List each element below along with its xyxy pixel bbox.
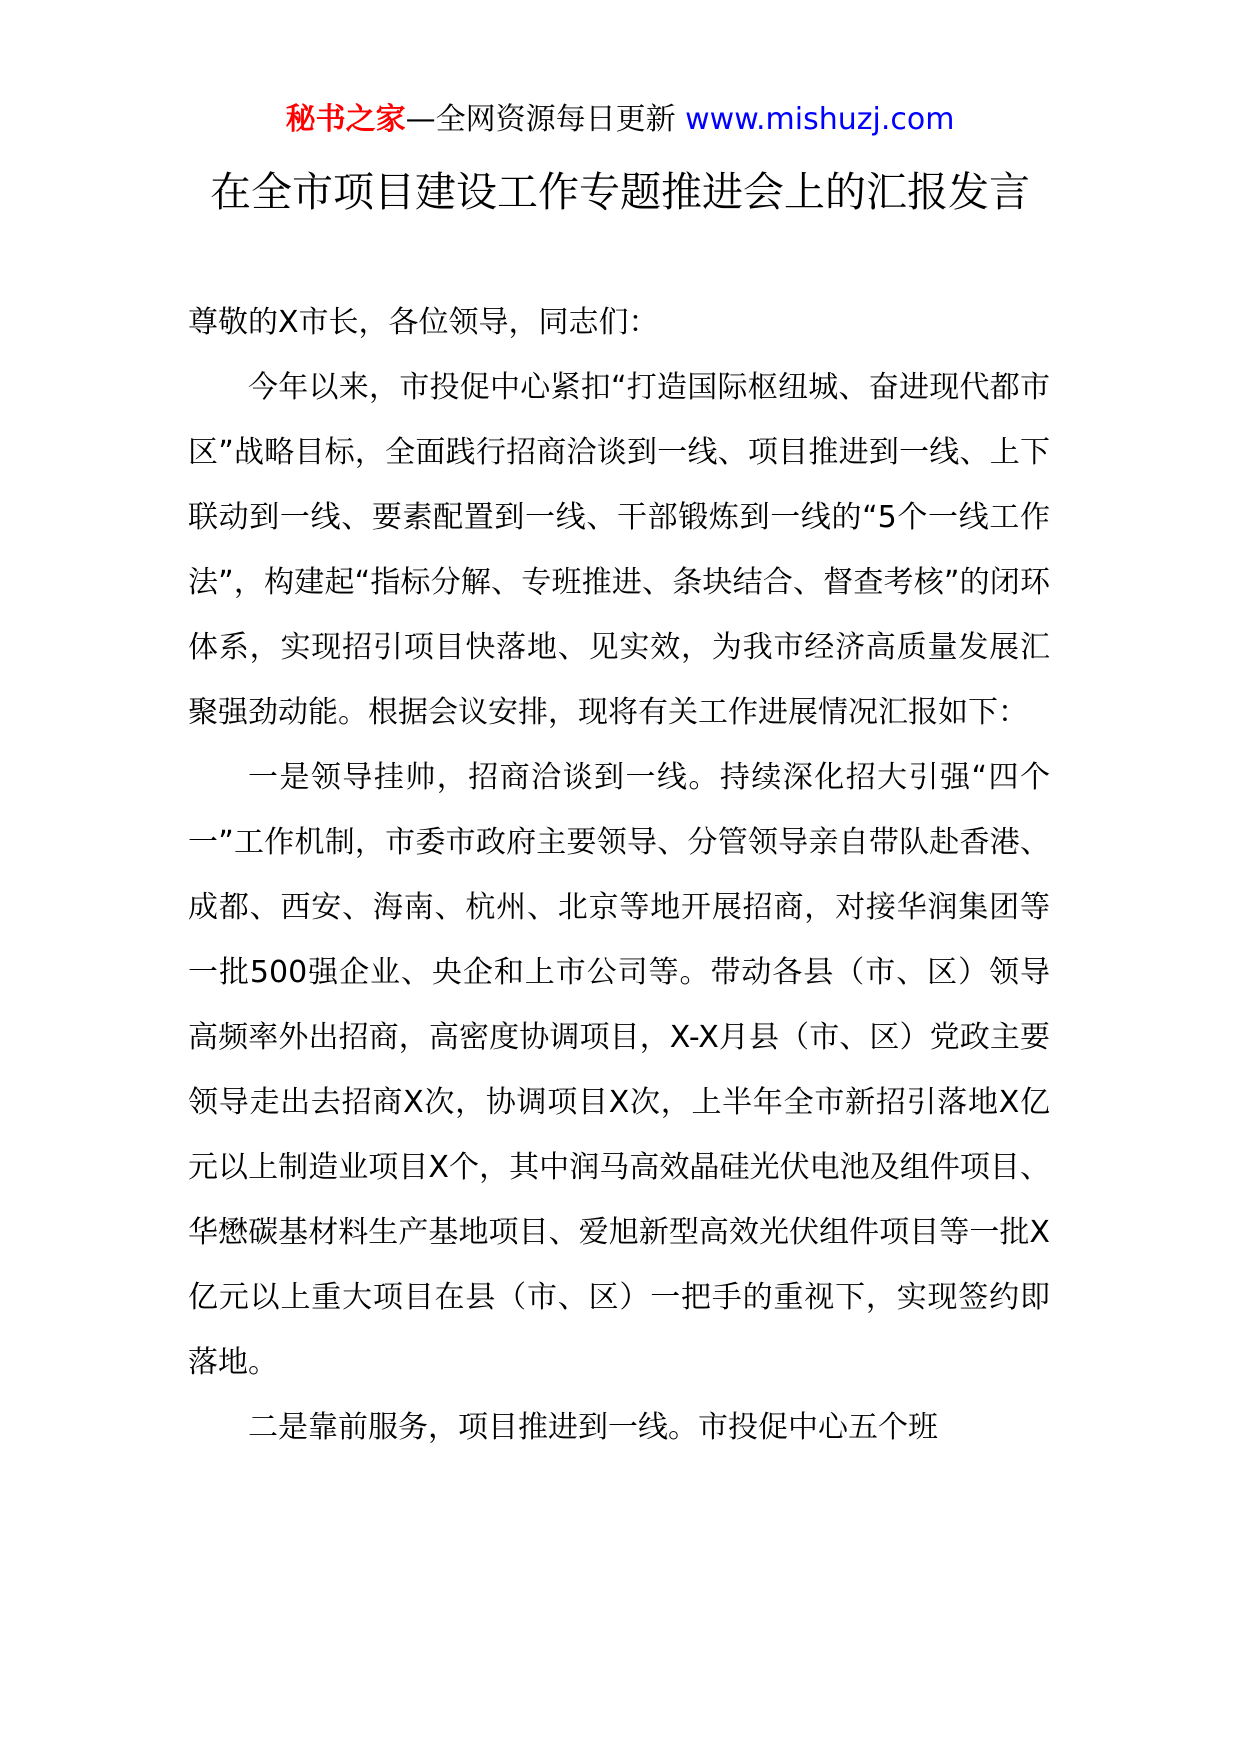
- header-tagline: —全网资源每日更新: [405, 102, 686, 137]
- document-title: 在全市项目建设工作专题推进会上的汇报发言: [210, 168, 1030, 216]
- header-banner: [0, 98, 1240, 142]
- salutation: 尊敬的X市长，各位领导，同志们：: [188, 305, 659, 340]
- paragraph-section-2: 二是靠前服务，项目推进到一线。市投促中心五个班: [248, 1410, 938, 1445]
- paragraph-section-1: 一是领导挂帅，招商洽谈到一线。持续深化招大引强“四个一”工作机制，市委市政府主要领导、分管领导亲自带队赴香港、成都、西安、海南、杭州、北京等地开展招商，对接华润集团等一批500强企业、央企和上市公司等。带动各县（市、区）领导高频率外出招商，高密度协调项目，X-X月县（市、区）党政主要领导走出去招商X次，协调项目X次，上半年全市新招引落地X亿元以上制造业项目X个，其中润马高效晶硅光伏电池及组件项目、华懋碳基材料生产基地项目、爱旭新型高效光伏组件项目等一批X亿元以上重大项目在县（市、区）一把手的重视下，实现签约即落地。: [188, 760, 1050, 1380]
- brand-name: 秘书之家: [285, 102, 406, 137]
- site-url-link[interactable]: www.mishuzj.com: [685, 102, 955, 137]
- paragraph-intro: 今年以来，市投促中心紧扣“打造国际枢纽城、奋进现代都市区”战略目标，全面践行招商洽谈到一线、项目推进到一线、上下联动到一线、要素配置到一线、干部锻炼到一线的“5个一线工作法”，构建起“指标分解、专班推进、条块结合、督查考核”的闭环体系，实现招引项目快落地、见实效，为我市经济高质量发展汇聚强劲动能。根据会议安排，现将有关工作进展情况汇报如下：: [188, 370, 1050, 730]
- document-body: [188, 290, 1050, 1460]
